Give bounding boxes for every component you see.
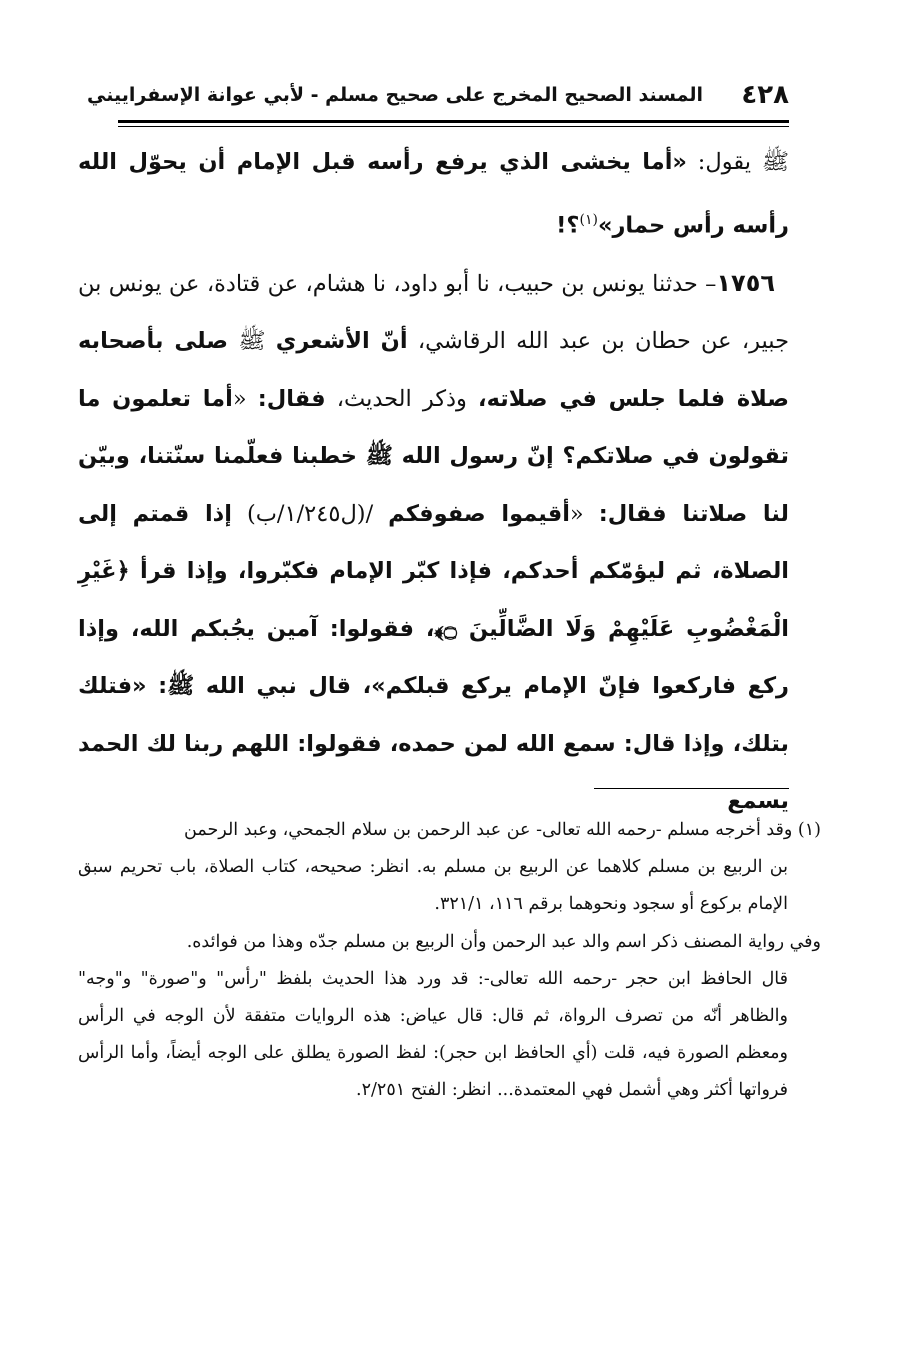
text-run-bold: أقيموا صفوفكم — [388, 500, 570, 527]
hadith-number: ١٧٥٦ — [716, 268, 775, 297]
footnote-1-note: وفي رواية المصنف ذكر اسم والد عبد الرحمن وأن الربيع بن مسلم جدّه وهذا من فوائده. — [186, 931, 821, 952]
text-run-bold: ، قال نبي الله ﷺ: — [146, 673, 372, 699]
quran-verse: ﴿غَيْرِ الْمَغْضُوبِ عَلَيْهِمْ وَلَا الضَّالِّينَ ۝﴾ — [78, 558, 789, 642]
running-title: المسند الصحيح المخرج على صحيح مسلم - لأبي عوانة الإسفراييني — [87, 84, 703, 106]
footnote-marker[interactable]: (١) — [579, 211, 598, 228]
text-run-bold: إذا قمتم إلى الصلاة، ثم ليؤمّكم أحدكم، فإذا كبّر الإمام فكبّروا، وإذا قرأ — [78, 500, 789, 584]
header-rule — [118, 120, 789, 123]
text-run-bold: صلى بأصحابه صلاة فلما جلس في صلاته، — [78, 328, 789, 412]
paragraph-1 — [78, 134, 789, 255]
text-run: وذكر الحديث، — [325, 385, 479, 412]
text-run: ﷺ يقول: — [686, 149, 789, 175]
footnote-1-commentary: قال الحافظ ابن حجر -رحمه الله تعالى-: قد ورد هذا الحديث بلفظ "رأس" و"صورة" و"وجه" والظاهر أنّه من تصرف الرواة، ثم قال: قال عياض: هذه الروايات متفقة لأن الوجه في الرأس ومعظم الصورة فيه، قلت (أي الحافظ ابن حجر): لفظ الصورة يطلق على الوجه أيضاً، وأما الرأس فرواتها أكثر وهي أشمل فهي المعتمدة... انظر: الفتح ٢/٢٥١. — [78, 968, 788, 1101]
manuscript-reference: /(ل١/٢٤٥/ب) — [231, 500, 389, 527]
paragraph-2 — [78, 255, 789, 831]
text-run-bold: أنّ الأشعري — [275, 328, 408, 354]
text-run: « — [569, 500, 599, 527]
page-header — [87, 80, 789, 116]
text-run-bold: ، فقولوا: آمين يجُبكم الله، وإذا ركع فاركعوا فإنّ الإمام يركع قبلكم» — [78, 615, 789, 699]
hadith-matn: أما تعلمون ما تقولون في صلاتكم؟ إنّ رسول الله ﷺ خطبنا فعلّمنا سنّتنا، وبيّن لنا صلاتنا فقال: — [78, 385, 790, 527]
header-rule-thin — [118, 126, 789, 127]
footnote-separator — [594, 788, 789, 789]
hadith-quote: «أما يخشى الذي يرفع رأسه قبل الإمام أن يحوّل الله رأسه رأس حمار» — [78, 149, 789, 238]
page-number: ٤٢٨ — [741, 80, 789, 110]
text-run-bold: «فتلك بتلك، وإذا قال: سمع الله لمن حمده، فقولوا: اللهم ربنا لك الحمد يسمع — [78, 673, 789, 814]
footnotes — [78, 812, 821, 1110]
footnote-1-continuation: بن الربيع بن مسلم كلاهما عن الربيع بن مسلم به. انظر: صحيحه، كتاب الصلاة، باب تحريم سبق الإمام بركوع أو سجود ونحوهما برقم ١١٦، ٣٢١/١. — [78, 857, 788, 915]
isnad-text: – حدثنا يونس بن حبيب، نا أبو داود، نا هشام، عن قتادة، عن يونس بن جبير، عن حطان بن عبد الله الرقاشي، — [78, 270, 790, 354]
text-run: ﷺ — [228, 328, 276, 354]
text-run-bold: فقال: — [257, 385, 326, 412]
text-run: « — [232, 385, 258, 412]
footnote-1-line1: (١) وقد أخرجه مسلم -رحمه الله تعالى- عن عبد الرحمن بن سلام الجمحي، وعبد الرحمن — [184, 820, 821, 840]
text-run: ؟! — [556, 212, 580, 238]
main-text — [78, 134, 789, 831]
